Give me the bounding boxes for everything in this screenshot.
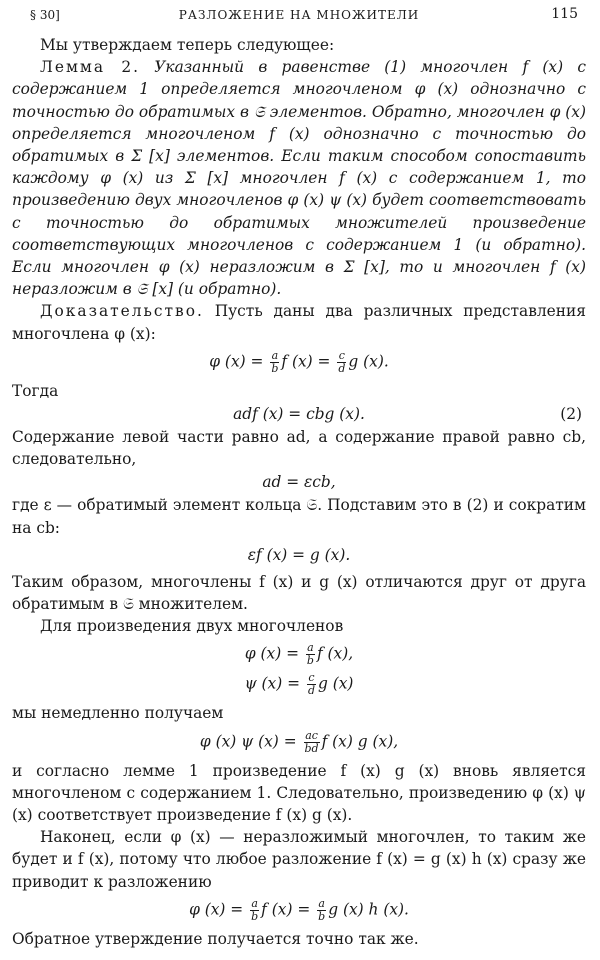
content-paragraph: Содержание левой части равно ad, а содержание правой равно cb, следовательно,: [12, 428, 586, 469]
section-reference: § 30]: [30, 8, 60, 22]
equation-psi: ψ (x) = $\frac{c}{d}$ g (x): [244, 671, 354, 698]
running-header: [12, 0, 586, 34]
lemma-paragraph: [12, 56, 586, 300]
finally-paragraph: Наконец, если φ (x) — неразложимый многочлен, то таким же будет и f (x), потому что любое разложение f (x) = g (x) h (x) сразу же приводит к разложению: [12, 828, 586, 891]
equation-product: φ (x) ψ (x) = $\frac{ac}{bd}$ f (x) g (x),: [199, 728, 399, 755]
page-number: 115: [551, 6, 578, 22]
page-body: [12, 34, 586, 950]
equation-content: ad = εcb,: [262, 473, 336, 492]
proof-label: Доказательство.: [40, 302, 204, 321]
immediately-paragraph: мы немедленно получаем: [12, 704, 224, 723]
proof-intro: Пусть даны два различных представления многочлена φ (x):: [12, 302, 586, 343]
fraction-a-over-b: $\frac{a}{b}$: [271, 348, 279, 375]
lemma-label: Лемма 2.: [40, 58, 141, 77]
equation-factorization: φ (x) = $\frac{a}{b}$ f (x) = $\frac{a}{b}$ g (x) h (x).: [189, 896, 409, 923]
lemma-statement: Указанный в равенстве (1) многочлен f (x) с содержанием 1 определяется многочленом φ (x) однозначно с точностью до обратимых в 𝔖 элементов. Обратно, многочлен φ (x) определяется многочленом f (x) однозначно с точностью до обратимых в Σ [x] элементов. Если таким способом сопоставить каждому φ (x) из Σ [x] многочлен f (x) с содержанием 1, то произведению двух многочленов φ (x) ψ (x) будет соответствовать с точностью до обратимых множителей произведение соответствующих многочленов с содержанием 1 (и обратно). Если многочлен φ (x) неразложим в Σ [x], то и многочлен f (x) неразложим в 𝔖 [x] (и обратно).: [12, 58, 586, 299]
thus-paragraph: Таким образом, многочлены f (x) и g (x) отличаются друг от друга обратимым в 𝔖 множителем.: [12, 572, 586, 614]
equation-phi: φ (x) = $\frac{a}{b}$ f (x),: [244, 641, 354, 668]
equation-2: adf (x) = cbg (x). (2): [233, 405, 582, 424]
running-title: РАЗЛОЖЕНИЕ НА МНОЖИТЕЛИ: [178, 8, 420, 22]
proof-paragraph: [12, 300, 586, 344]
then-word: Тогда: [12, 381, 59, 400]
where-paragraph: где ε — обратимый элемент кольца 𝔖. Подставим это в (2) и сократим на cb:: [12, 496, 586, 537]
lemma1-paragraph: и согласно лемме 1 произведение f (x) g (x) вновь является многочленом с содержанием 1. Следовательно, произведению φ (x) ψ (x) соответствует произведение f (x) g (x).: [12, 761, 586, 825]
converse-paragraph: Обратное утверждение получается точно так же.: [12, 929, 419, 948]
fraction-c-over-d: $\frac{c}{d}$: [338, 348, 346, 375]
equation-epsilon: εf (x) = g (x).: [247, 545, 351, 564]
equation-number: (2): [560, 405, 582, 424]
intro-paragraph: Мы утверждаем теперь следующее:: [40, 36, 335, 54]
product-paragraph: Для произведения двух многочленов: [40, 617, 344, 636]
equation-two-representations: φ (x) = $\frac{a}{b}$ f (x) = $\frac{c}{d}$ g (x).: [209, 348, 389, 375]
